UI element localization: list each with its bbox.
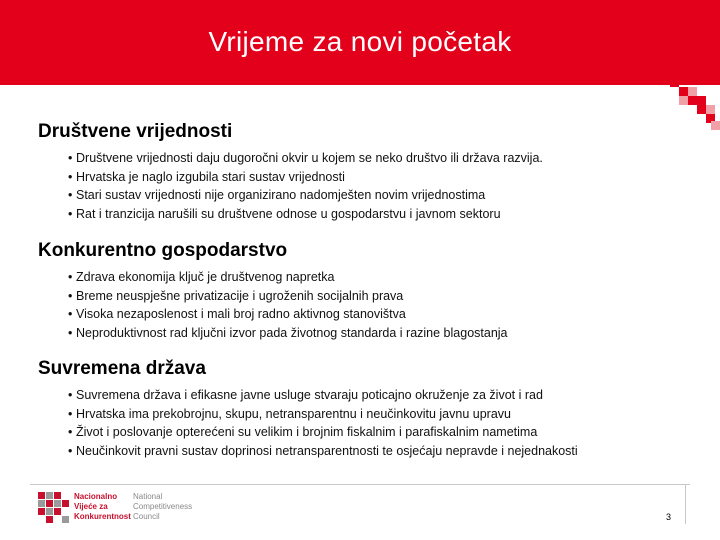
logo-text-croatian: Nacionalno Vijeće za Konkurentnost [74, 492, 131, 521]
section-heading: Suvremena država [38, 358, 206, 379]
section-heading: Društvene vrijednosti [38, 121, 233, 142]
list-item: • Zdrava ekonomija ključ je društvenog napretka [68, 270, 335, 284]
bullet-list [68, 268, 698, 342]
section-heading: Konkurentno gospodarstvo [38, 240, 288, 261]
section-konkurentno-gospodarstvo [38, 240, 698, 342]
list-item: • Hrvatska ima prekobrojnu, skupu, netransparentnu i neučinkovitu javnu upravu [68, 406, 511, 421]
slide-title: Vrijeme za novi početak [208, 26, 512, 57]
list-item: • Stari sustav vrijednosti nije organizirano nadomješten novim vrijednostima [68, 188, 486, 202]
list-item: • Neučinkovit pravni sustav doprinosi netransparentnosti te osjećaju nepravde i nejednakosti [68, 443, 578, 458]
list-item: • Breme neuspješne privatizacije i ugroženih socijalnih prava [68, 288, 404, 303]
list-item: • Visoka nezaposlenost i mali broj radno aktivnog stanovištva [68, 307, 406, 321]
list-item: • Društvene vrijednosti daju dugoročni okvir u kojem se neko društvo ili država razvija. [68, 151, 543, 165]
bullet-list [68, 386, 698, 460]
council-logo-grid-icon [38, 492, 70, 524]
list-item: • Život i poslovanje opterećeni su velikim i brojnim fiskalnim i parafiskalnim nametima [68, 425, 538, 439]
logo-text-english: National Competitiveness Council [133, 492, 193, 521]
bullet-list [68, 149, 698, 223]
list-item: • Suvremena država i efikasne javne usluge stvaraju poticajno okruženje za život i rad [68, 388, 543, 402]
page-number: 3 [666, 512, 672, 522]
footer-vertical-divider [685, 484, 686, 524]
list-item: • Rat i tranzicija narušili su društvene odnose u gospodarstvu i javnom sektoru [68, 206, 501, 221]
section-suvremena-drzava [38, 358, 698, 460]
section-drustvene-vrijednosti [38, 121, 698, 223]
footer-divider [30, 484, 690, 485]
list-item: • Neproduktivnost rad ključni izvor pada životnog standarda i razine blagostanja [68, 325, 508, 340]
list-item: • Hrvatska je naglo izgubila stari sustav vrijednosti [68, 169, 345, 184]
header-bar [0, 0, 720, 85]
